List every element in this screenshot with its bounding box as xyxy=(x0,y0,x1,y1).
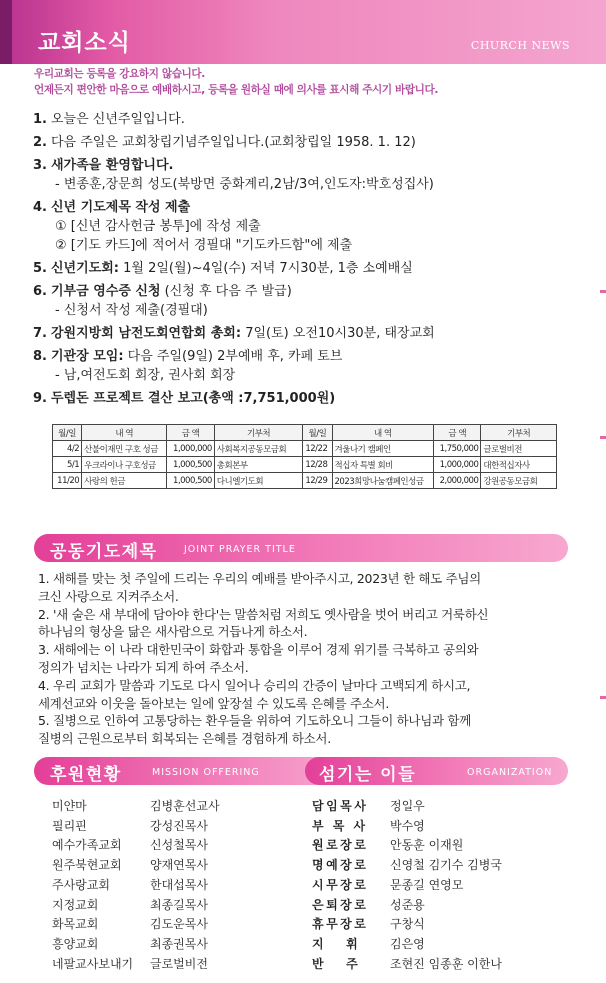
item-sub: - 신청서 작성 제출(경필대) xyxy=(55,303,208,318)
item-number: 2. xyxy=(33,135,47,150)
table-cell: 12/29 xyxy=(303,473,332,489)
item-text: 1월 2일(월)~4일(수) 저녁 7시30분, 1층 소예배실 xyxy=(119,261,413,276)
item-title: 기부금 영수증 신청 xyxy=(51,284,161,299)
table-cell: 1,000,000 xyxy=(434,457,481,473)
item-sub: ① [신년 감사헌금 봉투]에 작성 제출 xyxy=(55,219,261,234)
table-cell: 12/28 xyxy=(303,457,332,473)
item-title: 강원지방회 남전도회연합회 총회: xyxy=(51,326,242,341)
notice-text xyxy=(34,66,438,98)
mission-person: 최종권목사 xyxy=(150,936,208,951)
item-number: 9. xyxy=(33,391,47,406)
prayer-item xyxy=(38,641,578,677)
item-title: 신년기도회: xyxy=(51,261,119,276)
org-names: 구창식 xyxy=(390,917,425,932)
item-text: 7일(토) 오전10시30분, 태장교회 xyxy=(241,326,435,341)
news-item xyxy=(33,389,578,408)
column-header: 기부처 xyxy=(214,425,303,441)
mission-person: 한대섭목사 xyxy=(150,877,208,892)
prayer-line: 크신 사랑으로 지켜주소서. xyxy=(38,588,179,604)
table-cell: 1,000,500 xyxy=(167,457,215,473)
table-cell: 강원공동모금회 xyxy=(481,473,557,489)
org-names: 문종길 연영모 xyxy=(390,877,464,892)
table-cell: 사회복지공동모금회 xyxy=(214,441,303,457)
prayer-item xyxy=(38,712,578,748)
org-list xyxy=(312,797,502,974)
list-item xyxy=(52,856,280,876)
news-item xyxy=(33,133,578,152)
item-number: 4. xyxy=(33,200,47,215)
org-names: 김은영 xyxy=(390,936,425,951)
table-row xyxy=(53,441,557,457)
prayer-line: 3. 새해에는 이 나라 대한민국이 화합과 통합을 이루어 경제 위기를 극복하고 공의와 xyxy=(38,642,479,658)
prayer-section-title-en: JOINT PRAYER TITLE xyxy=(184,544,296,555)
mission-church: 지정교회 xyxy=(52,897,99,912)
list-item xyxy=(52,915,280,935)
table-header-row xyxy=(53,425,557,441)
mission-person: 강성진목사 xyxy=(150,818,208,833)
column-header: 내 역 xyxy=(332,425,434,441)
table-cell: 총회본부 xyxy=(214,457,303,473)
item-title: 기관장 모임: xyxy=(51,349,124,364)
news-item xyxy=(33,259,578,278)
column-header: 월/일 xyxy=(303,425,332,441)
margin-mark xyxy=(600,290,606,293)
prayer-line: 5. 질병으로 인하여 고통당하는 환우들을 위하여 기도하오니 그들이 하나님과 함께 xyxy=(38,713,471,729)
table-cell: 2023희망나눔캠페인성금 xyxy=(332,473,434,489)
finance-table xyxy=(52,424,557,489)
org-names: 정일우 xyxy=(390,799,425,813)
page-header xyxy=(0,0,606,64)
list-item xyxy=(312,817,502,837)
list-item xyxy=(312,876,502,896)
org-role: 지 휘 xyxy=(312,936,361,951)
org-section-banner xyxy=(305,757,568,785)
org-role: 담임목사 xyxy=(312,799,369,813)
margin-mark xyxy=(600,696,606,699)
prayer-line: 하나님의 형상을 닮은 새사람으로 거듭나게 하소서. xyxy=(38,624,308,640)
page-title: 교회소식 xyxy=(38,30,131,56)
mission-person: 최종길목사 xyxy=(150,897,208,912)
org-names: 성준용 xyxy=(390,897,425,912)
item-text: 오늘은 신년주일입니다. xyxy=(51,112,185,127)
mission-church: 예수가족교회 xyxy=(52,838,122,853)
table-cell: 1,000,000 xyxy=(167,441,215,457)
table-cell: 12/22 xyxy=(303,441,332,457)
prayer-item xyxy=(38,606,578,642)
list-item xyxy=(52,955,280,975)
item-number: 7. xyxy=(33,326,47,341)
table-row xyxy=(53,473,557,489)
mission-church: 흥양교회 xyxy=(52,936,99,951)
mission-section-title-en: MISSION OFFERING xyxy=(152,767,260,778)
prayer-item xyxy=(38,677,578,713)
list-item xyxy=(312,955,502,975)
table-cell: 우크라이나 구호성금 xyxy=(82,457,167,473)
mission-church: 원주북현교회 xyxy=(52,858,122,873)
column-header: 금 액 xyxy=(167,425,215,441)
list-item xyxy=(312,856,502,876)
item-sub: ② [기도 카드]에 적어서 경필대 "기도카드함"에 제출 xyxy=(55,238,353,253)
mission-church: 미얀마 xyxy=(52,799,87,813)
table-cell: 겨울나기 캠페인 xyxy=(332,441,434,457)
prayer-list xyxy=(38,570,578,748)
margin-mark xyxy=(600,436,606,439)
item-title: 신년 기도제목 작성 제출 xyxy=(51,200,191,215)
mission-section-banner xyxy=(34,757,350,785)
prayer-section-banner xyxy=(34,534,568,562)
list-item xyxy=(312,935,502,955)
mission-person: 김병훈선교사 xyxy=(150,799,220,813)
org-role: 부 목 사 xyxy=(312,818,368,833)
mission-church: 주사랑교회 xyxy=(52,877,110,892)
org-role: 반 주 xyxy=(312,956,361,971)
table-cell: 4/2 xyxy=(53,441,82,457)
prayer-line: 4. 우리 교회가 말씀과 기도로 다시 일어나 승리의 간증이 날마다 고백되게 하시고, xyxy=(38,677,471,693)
prayer-line: 정의가 넘치는 나라가 되게 하여 주소서. xyxy=(38,659,249,675)
news-item xyxy=(33,198,578,255)
list-item xyxy=(52,817,280,837)
news-item xyxy=(33,282,578,320)
prayer-section-title: 공동기도제목 xyxy=(50,542,158,562)
mission-list xyxy=(52,797,280,974)
page-subtitle-en: CHURCH NEWS xyxy=(470,39,570,52)
org-names: 안동훈 이재원 xyxy=(390,838,464,853)
org-role: 원로장로 xyxy=(312,838,369,853)
org-section-title: 섬기는 이들 xyxy=(319,765,417,785)
table-row xyxy=(53,457,557,473)
column-header: 기부처 xyxy=(481,425,557,441)
notice-line: 언제든지 편안한 마음으로 예배하시고, 등록을 원하실 때에 의사를 표시해 주시기 바랍니다. xyxy=(34,84,438,96)
table-cell: 대한적십자사 xyxy=(481,457,557,473)
prayer-item xyxy=(38,570,578,606)
table-cell: 산불이재민 구호 성금 xyxy=(82,441,167,457)
org-role: 명예장로 xyxy=(312,858,369,873)
org-names: 조현진 임종훈 이한나 xyxy=(390,956,502,971)
news-item xyxy=(33,156,578,194)
item-number: 3. xyxy=(33,158,47,173)
item-text: (신청 후 다음 주 발급) xyxy=(160,284,292,299)
prayer-line: 2. '새 술은 새 부대에 담아야 한다'는 말씀처럼 저희도 옛사람을 벗어 버리고 거룩하신 xyxy=(38,606,489,622)
org-names: 신영철 김기수 김병국 xyxy=(390,858,502,873)
org-role: 시무장로 xyxy=(312,877,369,892)
table-cell: 사랑의 헌금 xyxy=(82,473,167,489)
table-cell: 5/1 xyxy=(53,457,82,473)
table-cell: 적십자 특별 회비 xyxy=(332,457,434,473)
list-item xyxy=(312,915,502,935)
table-cell: 11/20 xyxy=(53,473,82,489)
list-item xyxy=(312,836,502,856)
news-list xyxy=(33,110,578,412)
mission-person: 신성철목사 xyxy=(150,838,208,853)
list-item xyxy=(312,896,502,916)
list-item xyxy=(52,896,280,916)
mission-person: 글로벌비전 xyxy=(150,956,208,971)
table-cell: 글로벌비전 xyxy=(481,441,557,457)
list-item xyxy=(312,797,502,817)
list-item xyxy=(52,876,280,896)
list-item xyxy=(52,935,280,955)
table-cell: 1,750,000 xyxy=(434,441,481,457)
item-title: 두렙돈 프로젝트 결산 보고(총액 :7,751,000원) xyxy=(51,391,336,406)
news-item xyxy=(33,324,578,343)
news-item xyxy=(33,110,578,129)
mission-church: 화목교회 xyxy=(52,917,99,932)
prayer-line: 질병의 근원으로부터 회복되는 은혜를 경험하게 하소서. xyxy=(38,731,331,747)
mission-person: 김도운목사 xyxy=(150,917,208,932)
item-number: 5. xyxy=(33,261,47,276)
column-header: 금 액 xyxy=(434,425,481,441)
org-section-title-en: ORGANIZATION xyxy=(467,767,553,778)
header-tab-decoration xyxy=(0,0,12,64)
list-item xyxy=(52,797,280,817)
org-role: 휴무장로 xyxy=(312,917,369,932)
mission-section-title: 후원현황 xyxy=(50,765,122,785)
table-cell: 다니엘기도회 xyxy=(214,473,303,489)
item-text: 다음 주일은 교회창립기념주일입니다.(교회창립일 1958. 1. 12) xyxy=(51,135,416,150)
column-header: 월/일 xyxy=(53,425,82,441)
item-text: 다음 주일(9일) 2부예배 후, 카페 토브 xyxy=(123,349,343,364)
news-item xyxy=(33,347,578,385)
item-number: 1. xyxy=(33,112,47,127)
org-role: 은퇴장로 xyxy=(312,897,369,912)
list-item xyxy=(52,836,280,856)
table-cell: 2,000,000 xyxy=(434,473,481,489)
item-number: 8. xyxy=(33,349,47,364)
mission-person: 양재연목사 xyxy=(150,858,208,873)
item-number: 6. xyxy=(33,284,47,299)
item-sub: - 남,여전도회 회장, 권사회 회장 xyxy=(55,368,236,383)
prayer-line: 1. 새해를 맞는 첫 주일에 드리는 우리의 예배를 받아주시고, 2023년 한 해도 주님의 xyxy=(38,571,481,586)
mission-church: 필리핀 xyxy=(52,818,87,833)
prayer-line: 세계선교와 이웃을 돌아보는 일에 앞장설 수 있도록 은혜를 주소서. xyxy=(38,695,389,711)
org-names: 박수영 xyxy=(390,818,425,833)
notice-line: 우리교회는 등록을 강요하지 않습니다. xyxy=(34,68,205,80)
item-title: 새가족을 환영합니다. xyxy=(51,158,174,173)
item-sub: - 변종훈,장문희 성도(북방면 중화계리,2남/3여,인도자:박호성집사) xyxy=(55,177,434,192)
table-cell: 1,000,500 xyxy=(167,473,215,489)
column-header: 내 역 xyxy=(82,425,167,441)
mission-church: 네팔교사보내기 xyxy=(52,956,134,971)
